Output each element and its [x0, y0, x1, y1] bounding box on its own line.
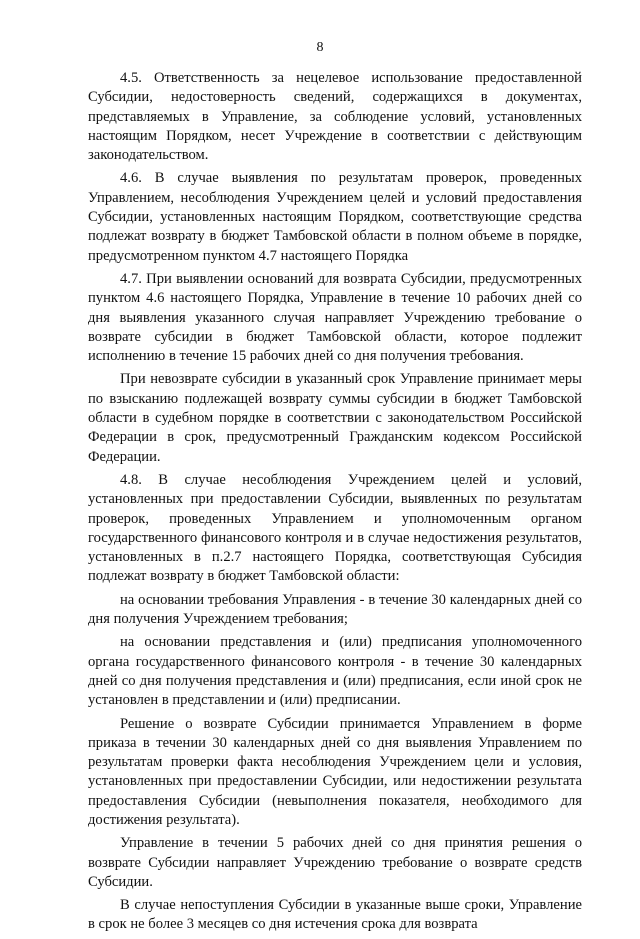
paragraph-4-8: 4.8. В случае несоблюдения Учреждением целей и условий, установленных при предоставлении Субсидии, выявленных по результатам проверок, проведенных Управлением и уполномоченным органом государственного финансового контроля и в случае недостижения результатов, установленных в п.2.7 настоящего Порядка, соответствующая Субсидия подлежат возврату в бюджет Тамбовской области:	[88, 471, 582, 585]
paragraph-return-notice: Управление в течении 5 рабочих дней со дня принятия решения о возврате Субсидии направляет Учреждению требование о возврате средств Субсидии.	[88, 835, 582, 890]
paragraph-requirement-basis: на основании требования Управления - в течение 30 календарных дней со дня получения Учреждением требования;	[88, 591, 582, 628]
page-number: 8	[316, 40, 324, 55]
paragraph-4-7: 4.7. При выявлении оснований для возврата Субсидии, предусмотренных пунктом 4.6 настоящего Порядка, Управление в течение 10 рабочих дней со дня выявления указанного случая направляет Учреждению требование о возврате субсидии в бюджет Тамбовской области, которое подлежит исполнению в течение 15 рабочих дней со дня получения требования.	[88, 270, 582, 365]
paragraph-nonreturn: При невозврате субсидии в указанный срок Управление принимает меры по взысканию подлежащей возврату суммы субсидии в бюджет Тамбовской области в судебном порядке в соответствии с законодательством Российской Федерации в срок, предусмотренный Гражданским кодексом Российской Федерации.	[88, 371, 582, 465]
paragraph-return-decision: Решение о возврате Субсидии принимается Управлением в форме приказа в течении 30 календарных дней со дня выявления Управлением по результатам проверки факта несоблюдения Учреждением цели и условия, установленных при предоставлении Субсидии, или недостижении результата предоставления Субсидии (невыполнения показателя, необходимого для достижения результата).	[88, 715, 582, 828]
paragraph-4-5: 4.5. Ответственность за нецелевое использование предоставленной Субсидии, недостоверность сведений, содержащихся в документах, представляемых в Управление, за соблюдение условий, установленных настоящим Порядком, несет Учреждение в соответствии с действующим законодательством.	[88, 70, 582, 164]
paragraph-4-6: 4.6. В случае выявления по результатам проверок, проведенных Управлением, несоблюдения Учреждением целей и условий предоставления Субсидии, установленных настоящим Порядком, соответствующие средства подлежат возврату в бюджет Тамбовской области в полном объеме в порядке, предусмотренном пунктом 4.7 настоящего Порядка	[88, 170, 582, 264]
paragraph-nonreceipt: В случае непоступления Субсидии в указанные выше сроки, Управление в срок не более 3 месяцев со дня истечения срока для возврата	[88, 897, 582, 933]
document-body	[88, 69, 582, 939]
paragraph-order-basis: на основании представления и (или) предписания уполномоченного органа государственного финансового контроля - в течение 30 календарных дней со дня получения представления и (или) предписания, если иной срок не установлен в представлении и (или) предписании.	[88, 634, 582, 709]
